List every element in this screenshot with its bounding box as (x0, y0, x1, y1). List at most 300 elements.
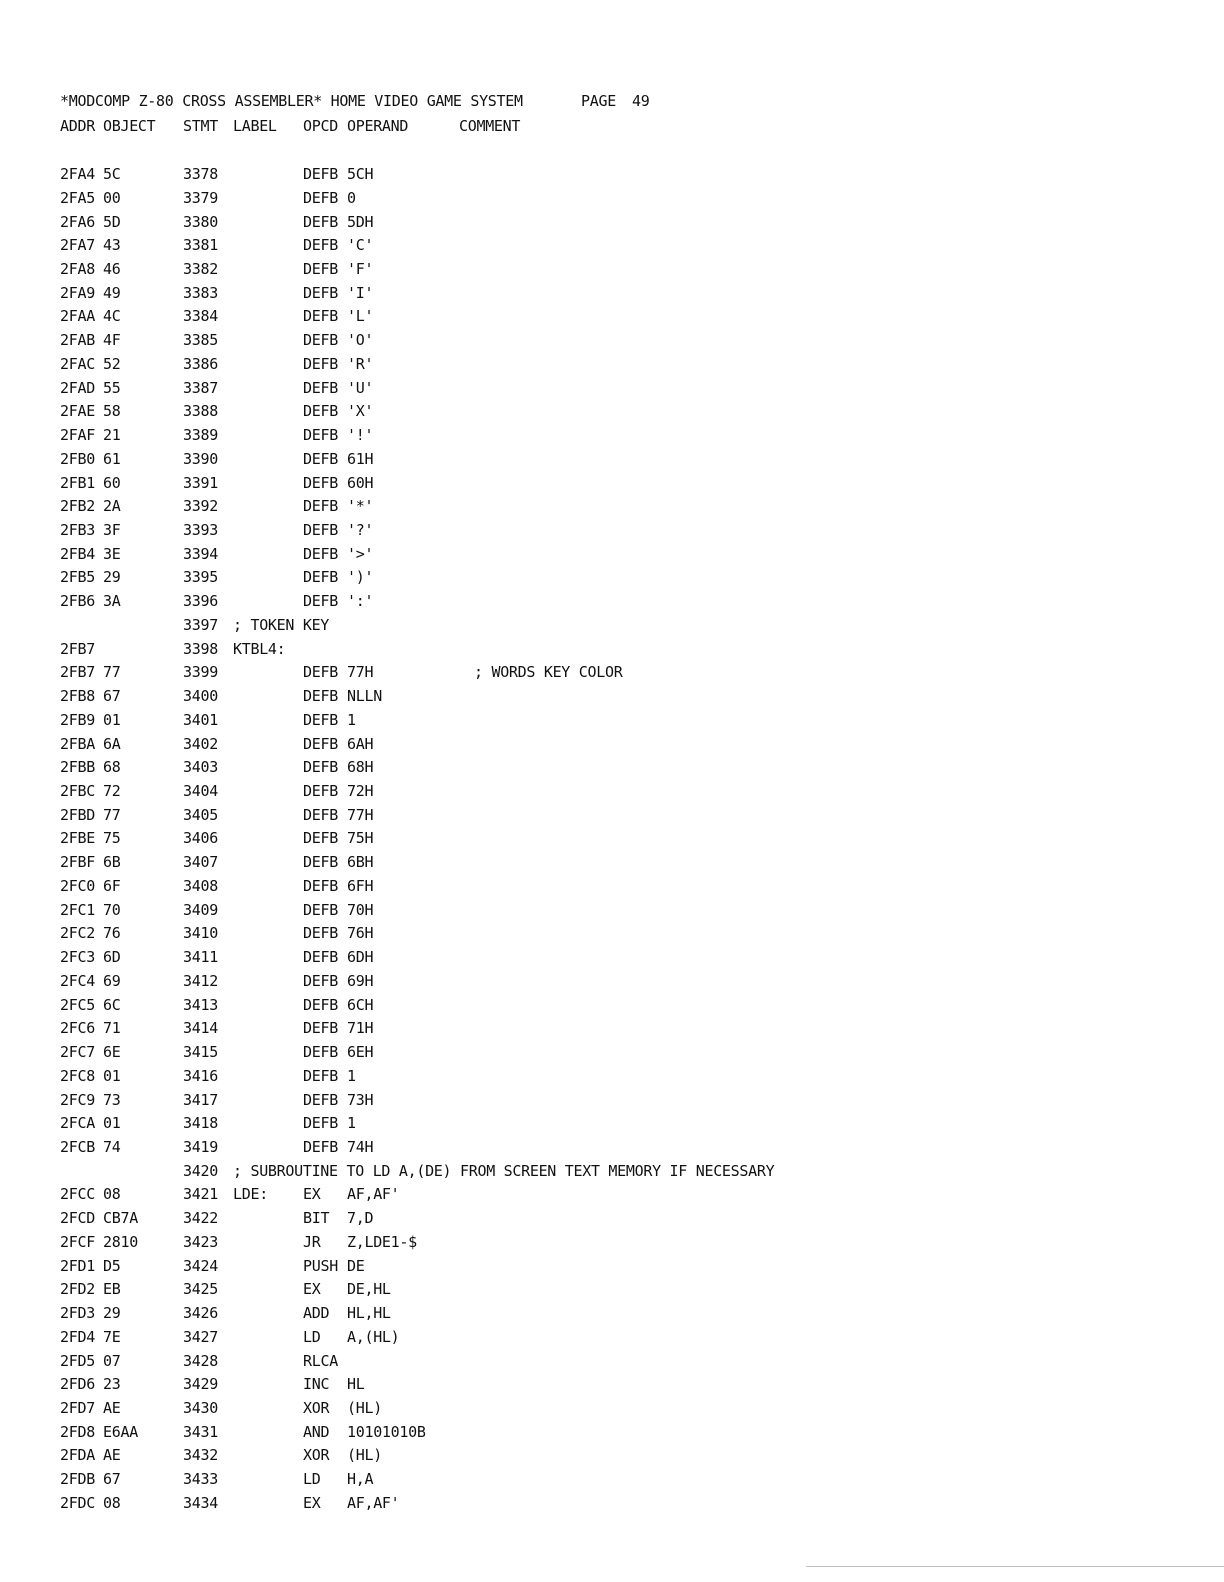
row-addr: 2FCC (60, 1185, 95, 1204)
row-stmt: 3413 (183, 995, 218, 1014)
row-operand: '!' (347, 426, 374, 444)
row-object: 00 (103, 188, 121, 207)
row-object: 2A (103, 497, 121, 516)
row-object: 69 (103, 971, 121, 990)
row-stmt: 3395 (183, 568, 218, 587)
row-opcd: DEFB (303, 1137, 338, 1156)
row-addr: 2FD7 (60, 1399, 95, 1417)
row-opcd: DEFB (303, 568, 338, 587)
table-row (0, 257, 1224, 281)
row-opcd: DEFB (303, 259, 338, 278)
row-opcd: DEFB (303, 449, 338, 468)
row-operand: 77H (347, 663, 374, 682)
row-addr: 2FB7 (60, 663, 95, 682)
row-opcd: DEFB (303, 165, 338, 183)
row-opcd: DEFB (303, 1043, 338, 1061)
table-row (0, 732, 1224, 756)
row-stmt: 3421 (183, 1185, 218, 1204)
row-comment: ; WORDS KEY COLOR (474, 663, 623, 682)
row-opcd: DEFB (303, 331, 338, 350)
row-object: D5 (103, 1256, 121, 1275)
row-operand: 76H (347, 924, 374, 943)
row-addr: 2FB8 (60, 687, 95, 706)
row-operand: 'I' (347, 283, 374, 302)
row-operand: 0 (347, 188, 356, 207)
table-row (0, 447, 1224, 471)
row-stmt: 3396 (183, 592, 218, 611)
row-stmt: 3412 (183, 971, 218, 990)
row-operand: 6BH (347, 853, 374, 872)
row-addr: 2FBD (60, 805, 95, 824)
row-addr: 2FB5 (60, 568, 95, 587)
row-operand: DE (347, 1256, 365, 1275)
table-row (0, 1396, 1224, 1420)
row-operand: 5CH (347, 165, 374, 183)
row-opcd: DEFB (303, 378, 338, 397)
row-addr: 2FCF (60, 1232, 95, 1251)
row-object: 72 (103, 782, 121, 800)
row-opcd: JR (303, 1232, 321, 1251)
col-stmt: STMT (183, 117, 218, 135)
col-label: LABEL (233, 117, 277, 135)
row-opcd: DEFB (303, 805, 338, 824)
row-operand: 72H (347, 782, 374, 800)
row-stmt: 3392 (183, 497, 218, 516)
row-stmt: 3434 (183, 1493, 218, 1512)
row-stmt: 3390 (183, 449, 218, 468)
row-addr: 2FC3 (60, 948, 95, 967)
row-stmt: 3406 (183, 829, 218, 848)
table-row (0, 328, 1224, 352)
row-stmt: 3389 (183, 426, 218, 444)
table-row (0, 542, 1224, 566)
row-object: 6E (103, 1043, 121, 1061)
row-addr: 2FC9 (60, 1090, 95, 1109)
row-operand: 73H (347, 1090, 374, 1109)
row-stmt: 3423 (183, 1232, 218, 1251)
table-row (0, 1135, 1224, 1159)
row-opcd: PUSH (303, 1256, 338, 1275)
row-opcd: DEFB (303, 354, 338, 373)
table-row (0, 471, 1224, 495)
row-object: 4C (103, 307, 121, 326)
row-opcd: DEFB (303, 782, 338, 800)
row-operand: DE,HL (347, 1280, 391, 1299)
row-operand: '?' (347, 521, 374, 539)
row-object: 07 (103, 1351, 121, 1370)
table-row (0, 1372, 1224, 1396)
row-object: 67 (103, 1470, 121, 1489)
row-addr: 2FC0 (60, 876, 95, 895)
row-object: 08 (103, 1493, 121, 1512)
row-addr: 2FB3 (60, 521, 95, 539)
row-operand: '*' (347, 497, 374, 516)
column-header-row (0, 114, 1224, 138)
row-opcd: EX (303, 1493, 321, 1512)
table-row (0, 304, 1224, 328)
row-opcd: BIT (303, 1209, 330, 1228)
row-addr: 2FCD (60, 1209, 95, 1228)
row-addr: 2FB1 (60, 473, 95, 492)
row-operand: 'L' (347, 307, 374, 326)
row-stmt: 3430 (183, 1399, 218, 1417)
row-opcd: EX (303, 1280, 321, 1299)
row-object: 01 (103, 1114, 121, 1133)
table-row (0, 1467, 1224, 1491)
row-addr: 2FD6 (60, 1375, 95, 1394)
table-row (0, 162, 1224, 186)
row-opcd: DEFB (303, 1114, 338, 1133)
row-object: 55 (103, 378, 121, 397)
row-stmt: 3385 (183, 331, 218, 350)
row-addr: 2FDA (60, 1446, 95, 1465)
row-addr: 2FD3 (60, 1304, 95, 1322)
row-object: 23 (103, 1375, 121, 1394)
row-operand: 74H (347, 1137, 374, 1156)
table-row (0, 565, 1224, 589)
table-row (0, 399, 1224, 423)
row-object: 58 (103, 402, 121, 421)
row-stmt: 3409 (183, 900, 218, 919)
table-row (0, 803, 1224, 827)
row-addr: 2FC4 (60, 971, 95, 990)
row-operand: 'R' (347, 354, 374, 373)
row-opcd: RLCA (303, 1351, 338, 1370)
page-label: PAGE (581, 92, 616, 110)
row-operand: 7,D (347, 1209, 374, 1228)
row-addr: 2FB2 (60, 497, 95, 516)
row-addr: 2FCB (60, 1137, 95, 1156)
table-row (0, 874, 1224, 898)
row-stmt: 3415 (183, 1043, 218, 1061)
row-addr: 2FD1 (60, 1256, 95, 1275)
row-operand: 60H (347, 473, 374, 492)
table-row (0, 1206, 1224, 1230)
row-object: 4F (103, 331, 121, 350)
row-opcd: ADD (303, 1304, 330, 1322)
col-opcd: OPCD (303, 117, 338, 135)
row-opcd: DEFB (303, 663, 338, 682)
table-row (0, 779, 1224, 803)
row-operand: (HL) (347, 1399, 382, 1417)
row-stmt: 3407 (183, 853, 218, 872)
row-stmt: 3428 (183, 1351, 218, 1370)
row-addr: 2FD4 (60, 1327, 95, 1346)
table-row (0, 1443, 1224, 1467)
row-object: 43 (103, 236, 121, 255)
col-operand: OPERAND (347, 117, 409, 135)
row-opcd: DEFB (303, 853, 338, 872)
row-addr: 2FB0 (60, 449, 95, 468)
row-stmt: 3399 (183, 663, 218, 682)
row-addr: 2FBE (60, 829, 95, 848)
table-row (0, 518, 1224, 542)
row-opcd: DEFB (303, 734, 338, 753)
table-row (0, 1254, 1224, 1278)
listing-title: *MODCOMP Z-80 CROSS ASSEMBLER* HOME VIDEO GAME SYSTEM (60, 92, 523, 110)
row-addr: 2FAB (60, 331, 95, 350)
table-row (0, 233, 1224, 257)
table-row (0, 945, 1224, 969)
table-row (0, 1016, 1224, 1040)
row-stmt: 3398 (183, 639, 218, 658)
table-row (0, 969, 1224, 993)
row-opcd: INC (303, 1375, 330, 1394)
row-addr: 2FAF (60, 426, 95, 444)
row-stmt: 3424 (183, 1256, 218, 1275)
bottom-scan-rule (806, 1566, 1224, 1567)
row-operand: 'O' (347, 331, 374, 350)
row-stmt: 3378 (183, 165, 218, 183)
row-object: 67 (103, 687, 121, 706)
row-stmt: 3382 (183, 259, 218, 278)
row-stmt: 3431 (183, 1422, 218, 1441)
table-row (0, 1277, 1224, 1301)
row-opcd: DEFB (303, 829, 338, 848)
table-row (0, 589, 1224, 613)
table-row (0, 376, 1224, 400)
row-operand: 61H (347, 449, 374, 468)
row-object: 6A (103, 734, 121, 753)
row-addr: 2FC1 (60, 900, 95, 919)
row-operand: 77H (347, 805, 374, 824)
row-addr: 2FBA (60, 734, 95, 753)
row-operand: 6CH (347, 995, 374, 1014)
row-opcd: DEFB (303, 283, 338, 302)
row-addr: 2FC2 (60, 924, 95, 943)
row-operand: ':' (347, 592, 374, 611)
row-object: 60 (103, 473, 121, 492)
row-object: 5D (103, 212, 121, 231)
row-object: 08 (103, 1185, 121, 1204)
row-opcd: DEFB (303, 758, 338, 777)
row-opcd: EX (303, 1185, 321, 1204)
row-operand: H,A (347, 1470, 374, 1489)
page-number: 49 (632, 92, 650, 110)
row-opcd: XOR (303, 1399, 330, 1417)
table-row (0, 186, 1224, 210)
row-object: 52 (103, 354, 121, 373)
row-operand: 'C' (347, 236, 374, 255)
row-opcd: DEFB (303, 1066, 338, 1085)
row-stmt: 3426 (183, 1304, 218, 1322)
row-operand: 6DH (347, 948, 374, 967)
row-object: 6B (103, 853, 121, 872)
row-stmt: 3394 (183, 544, 218, 563)
row-addr: 2FA7 (60, 236, 95, 255)
table-row (0, 708, 1224, 732)
row-stmt: 3410 (183, 924, 218, 943)
page-header (0, 89, 1224, 113)
row-operand: ')' (347, 568, 374, 587)
row-object: 76 (103, 924, 121, 943)
row-addr: 2FD8 (60, 1422, 95, 1441)
row-stmt: 3427 (183, 1327, 218, 1346)
table-row (0, 613, 1224, 637)
table-row (0, 637, 1224, 661)
row-opcd: DEFB (303, 497, 338, 516)
row-object: AE (103, 1399, 121, 1417)
row-operand: '>' (347, 544, 374, 563)
table-row (0, 993, 1224, 1017)
col-comment: COMMENT (459, 117, 521, 135)
table-row (0, 1325, 1224, 1349)
table-row (0, 1182, 1224, 1206)
row-object: 2810 (103, 1232, 138, 1251)
row-stmt: 3379 (183, 188, 218, 207)
row-opcd: DEFB (303, 236, 338, 255)
row-opcd: DEFB (303, 900, 338, 919)
row-operand: 6FH (347, 876, 374, 895)
row-stmt: 3429 (183, 1375, 218, 1394)
row-opcd: DEFB (303, 544, 338, 563)
row-stmt: 3381 (183, 236, 218, 255)
row-operand: 1 (347, 1114, 356, 1133)
row-object: AE (103, 1446, 121, 1465)
row-stmt: 3402 (183, 734, 218, 753)
row-addr: 2FB9 (60, 710, 95, 729)
row-addr: 2FC5 (60, 995, 95, 1014)
row-operand: 1 (347, 1066, 356, 1085)
row-operand: 1 (347, 710, 356, 729)
row-opcd: DEFB (303, 971, 338, 990)
row-object: 68 (103, 758, 121, 777)
table-row (0, 1111, 1224, 1135)
row-opcd: DEFB (303, 307, 338, 326)
row-opcd: DEFB (303, 592, 338, 611)
row-object: 71 (103, 1019, 121, 1038)
row-object: 29 (103, 568, 121, 587)
row-operand: AF,AF' (347, 1185, 400, 1204)
row-addr: 2FD5 (60, 1351, 95, 1370)
row-addr: 2FBB (60, 758, 95, 777)
row-operand: 5DH (347, 212, 374, 231)
row-stmt: 3405 (183, 805, 218, 824)
row-addr: 2FAC (60, 354, 95, 373)
row-opcd: DEFB (303, 948, 338, 967)
row-stmt: 3416 (183, 1066, 218, 1085)
row-opcd: DEFB (303, 473, 338, 492)
row-opcd: LD (303, 1327, 321, 1346)
row-stmt: 3388 (183, 402, 218, 421)
row-object: 3F (103, 521, 121, 539)
row-addr: 2FA5 (60, 188, 95, 207)
row-opcd: DEFB (303, 876, 338, 895)
table-row (0, 1088, 1224, 1112)
row-stmt: 3380 (183, 212, 218, 231)
table-row (0, 1420, 1224, 1444)
row-stmt: 3425 (183, 1280, 218, 1299)
table-row (0, 826, 1224, 850)
row-addr: 2FB7 (60, 639, 95, 658)
row-remark: ; SUBROUTINE TO LD A,(DE) FROM SCREEN TEXT MEMORY IF NECESSARY (233, 1161, 775, 1180)
row-object: 70 (103, 900, 121, 919)
row-stmt: 3401 (183, 710, 218, 729)
row-object: 29 (103, 1304, 121, 1322)
row-object: 46 (103, 259, 121, 278)
row-opcd: DEFB (303, 188, 338, 207)
row-object: 49 (103, 283, 121, 302)
row-addr: 2FB4 (60, 544, 95, 563)
table-row (0, 281, 1224, 305)
row-stmt: 3420 (183, 1161, 218, 1180)
row-object: 74 (103, 1137, 121, 1156)
row-operand: 'X' (347, 402, 374, 421)
table-row (0, 898, 1224, 922)
row-opcd: DEFB (303, 1090, 338, 1109)
row-stmt: 3432 (183, 1446, 218, 1465)
row-addr: 2FA8 (60, 259, 95, 278)
row-opcd: DEFB (303, 1019, 338, 1038)
row-object: 75 (103, 829, 121, 848)
row-operand: NLLN (347, 687, 382, 706)
row-object: 61 (103, 449, 121, 468)
row-stmt: 3411 (183, 948, 218, 967)
row-addr: 2FD2 (60, 1280, 95, 1299)
row-operand: 10101010B (347, 1422, 426, 1441)
table-row (0, 850, 1224, 874)
row-object: 6F (103, 876, 121, 895)
row-operand: Z,LDE1-$ (347, 1232, 417, 1251)
row-operand: (HL) (347, 1446, 382, 1465)
row-opcd: AND (303, 1422, 330, 1441)
row-object: E6AA (103, 1422, 138, 1441)
row-operand: 71H (347, 1019, 374, 1038)
row-object: 3E (103, 544, 121, 563)
table-row (0, 1040, 1224, 1064)
row-stmt: 3393 (183, 521, 218, 539)
row-addr: 2FAA (60, 307, 95, 326)
row-opcd: DEFB (303, 212, 338, 231)
row-operand: AF,AF' (347, 1493, 400, 1512)
row-opcd: DEFB (303, 995, 338, 1014)
row-operand: 6AH (347, 734, 374, 753)
row-addr: 2FA9 (60, 283, 95, 302)
row-object: CB7A (103, 1209, 138, 1228)
row-stmt: 3419 (183, 1137, 218, 1156)
row-opcd: DEFB (303, 402, 338, 421)
row-stmt: 3417 (183, 1090, 218, 1109)
row-stmt: 3408 (183, 876, 218, 895)
row-stmt: 3403 (183, 758, 218, 777)
row-object: 77 (103, 663, 121, 682)
row-addr: 2FBF (60, 853, 95, 872)
table-row (0, 755, 1224, 779)
row-stmt: 3422 (183, 1209, 218, 1228)
row-opcd: LD (303, 1470, 321, 1489)
row-stmt: 3387 (183, 378, 218, 397)
row-stmt: 3433 (183, 1470, 218, 1489)
row-stmt: 3414 (183, 1019, 218, 1038)
row-operand: HL (347, 1375, 365, 1394)
col-object: OBJECT (103, 117, 156, 135)
row-object: 7E (103, 1327, 121, 1346)
row-addr: 2FCA (60, 1114, 95, 1133)
row-object: 6D (103, 948, 121, 967)
row-stmt: 3386 (183, 354, 218, 373)
row-addr: 2FA4 (60, 165, 95, 183)
row-object: 3A (103, 592, 121, 611)
row-operand: HL,HL (347, 1304, 391, 1322)
table-row (0, 1230, 1224, 1254)
row-addr: 2FC7 (60, 1043, 95, 1061)
row-addr: 2FDB (60, 1470, 95, 1489)
row-object: 73 (103, 1090, 121, 1109)
table-row (0, 352, 1224, 376)
table-row (0, 1301, 1224, 1325)
row-addr: 2FAE (60, 402, 95, 421)
row-label: LDE: (233, 1185, 268, 1204)
